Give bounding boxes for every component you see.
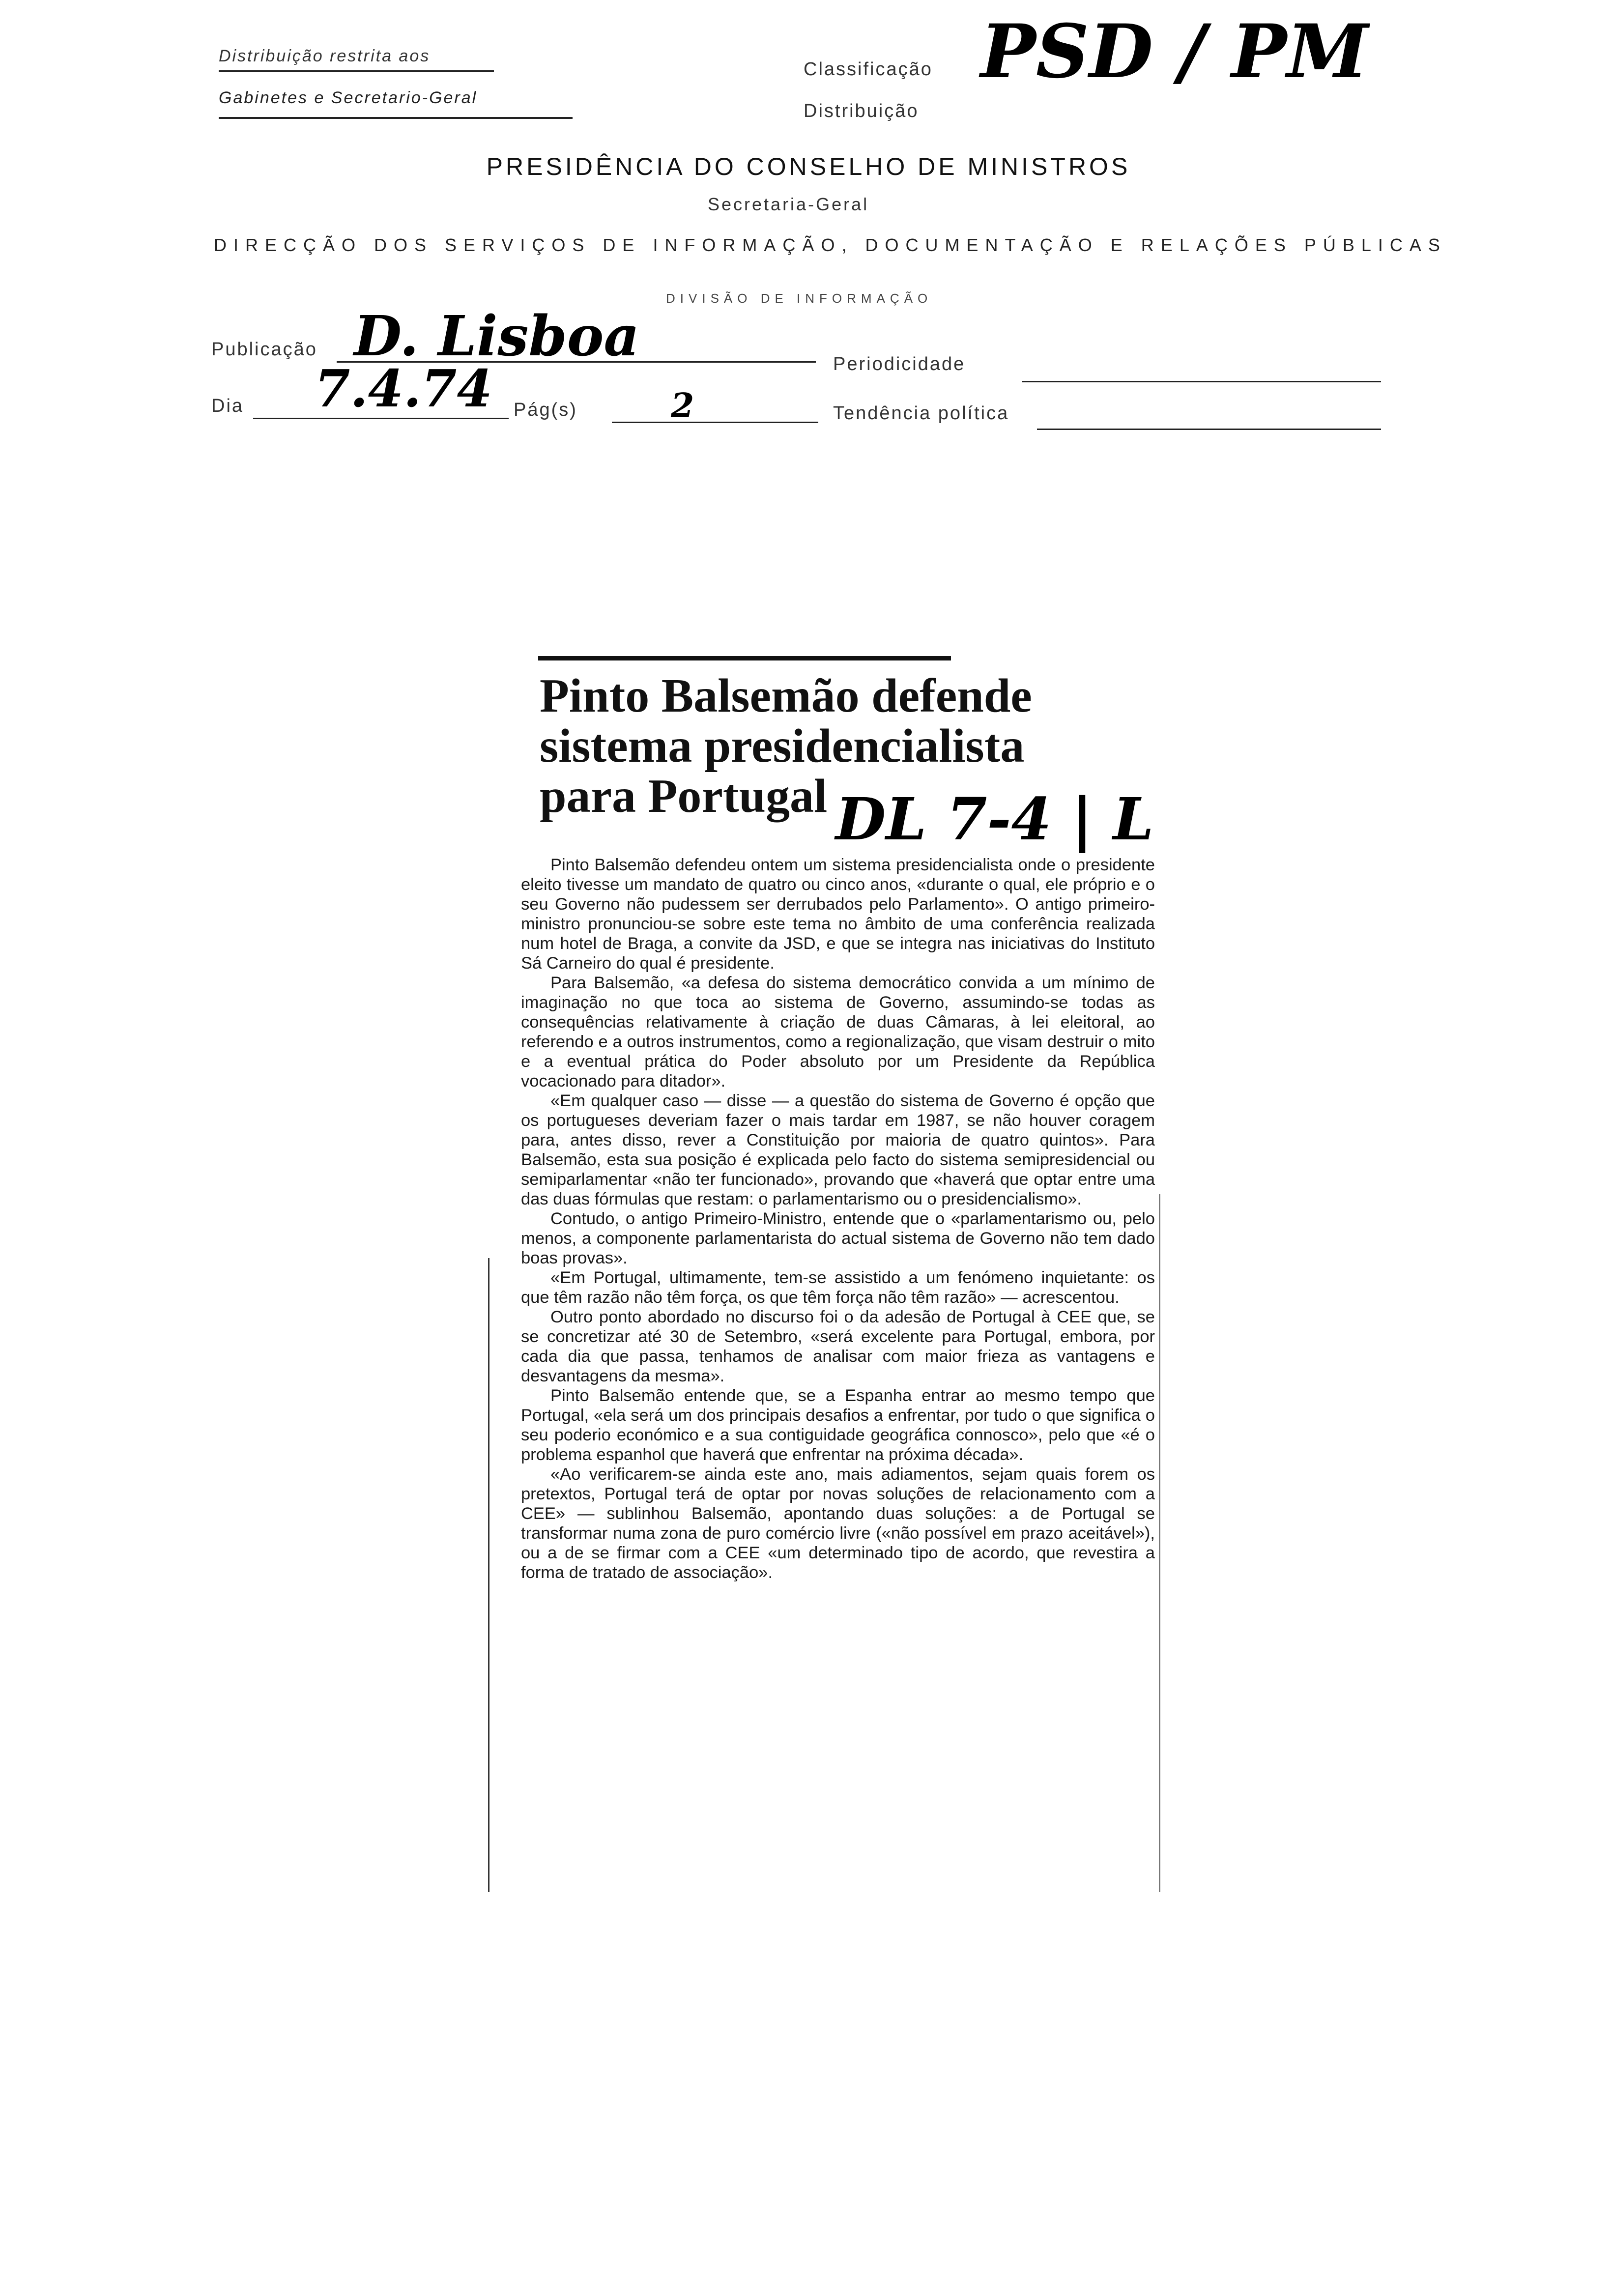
- handwritten-date: 7.4.74: [315, 358, 492, 419]
- article-paragraph: Pinto Balsemão defendeu ontem um sistema presidencialista onde o presidente eleito tivesse um mandato de quatro ou cinco anos, «durante o qual, ele próprio e o seu Governo não pudessem ser derrubados pelo Parlamento». O antigo primeiro-ministro pronunciou-se sobre este tema no âmbito de uma conferência realizada num hotel de Braga, a convite da JSD, e que se integra nas iniciativas do Instituto Sá Carneiro do qual é presidente.: [521, 856, 1155, 973]
- article-paragraph: «Ao verificarem-se ainda este ano, mais adiamentos, sejam quais forem os pretextos, Portugal terá de optar por novas soluções de relacionamento com a CEE» — sublinhou Balsemão, apontando duas soluções: a de Portugal se transformar numa zona de puro comércio livre («não possível em prazo aceitável»), ou a de se firmar com a CEE «um determinado tipo de acordo, que revestira a forma de tratado de associação».: [521, 1465, 1155, 1582]
- secretariat-label: Secretaria-Geral: [708, 194, 869, 214]
- distribution-restricted-line2: Gabinetes e Secretario-Geral: [219, 88, 478, 107]
- directorate-label: DIRECÇÃO DOS SERVIÇOS DE INFORMAÇÃO, DOCUMENTAÇÃO E RELAÇÕES PÚBLICAS: [214, 235, 1447, 255]
- distribution-label: Distribuição: [804, 101, 919, 121]
- headline-line-3: para Portugal: [540, 770, 828, 823]
- distribution-restricted-line1: Distribuição restrita aos: [219, 47, 431, 65]
- division-label: DIVISÃO DE INFORMAÇÃO: [666, 291, 933, 306]
- article-paragraph: Pinto Balsemão entende que, se a Espanha entrar ao mesmo tempo que Portugal, «ela será um dos principais desafios a enfrentar, por tudo o que significa o seu poderio económico e a sua contiguidade geográfica connosco», pelo que «é o problema espanhol que haverá que enfrentar na próxima década».: [521, 1386, 1155, 1464]
- clipping-right-edge: [1159, 1194, 1160, 1892]
- periodicity-line: [1022, 381, 1381, 382]
- article-paragraph: «Em Portugal, ultimamente, tem-se assistido a um fenómeno inquietante: os que têm razão não têm força, os que têm força não têm razão» — acrescentou.: [521, 1268, 1155, 1307]
- handwritten-classification: PSD / PM: [980, 8, 1369, 95]
- political-tendency-line: [1037, 429, 1381, 430]
- handwritten-publication: D. Lisboa: [354, 304, 640, 369]
- classification-label: Classificação: [804, 59, 933, 80]
- clipping-left-edge: [488, 1258, 489, 1892]
- headline-line-1: Pinto Balsemão defende: [540, 669, 1032, 722]
- pages-line: [612, 422, 818, 423]
- political-tendency-label: Tendência política: [833, 403, 1009, 424]
- publication-label: Publicação: [211, 339, 317, 360]
- distribution-underline-1: [219, 70, 494, 72]
- article-body: [521, 855, 1155, 1582]
- article-paragraph: Contudo, o antigo Primeiro-Ministro, entende que o «parlamentarismo ou, pelo menos, a componente parlamentarista do actual sistema de Governo não tem dado boas provas».: [521, 1209, 1155, 1267]
- article-paragraph: Para Balsemão, «a defesa do sistema democrático convida a um mínimo de imaginação no que toca ao sistema de Governo, assumindo-se todas as consequências relativamente à criação de duas Câmaras, à lei eleitoral, ao referendo e a outros instrumentos, como a regionalização, que visam destruir o mito e a eventual prática do Poder absoluto por um Presidente da República vocacionado para ditador».: [521, 974, 1155, 1091]
- article-paragraph: Outro ponto abordado no discurso foi o da adesão de Portugal à CEE que, se se concretizar até 30 de Setembro, «será excelente para Portugal, embora, por cada dia que passa, tenhamos de analisar com maior frieza as vantagens e desvantagens da mesma».: [521, 1308, 1155, 1385]
- headline-rule: [538, 656, 951, 660]
- article-paragraph: «Em qualquer caso — disse — a questão do sistema de Governo é opção que os portugueses deveriam fazer o mais tardar em 1987, se não houver coragem para, antes disso, rever a Constituição por maioria de quatro quintos». Para Balsemão, esta sua posição é explicada pelo facto do sistema semipresidencial ou semiparlamentar «não ter funcionado», provando que «haverá que optar entre uma das duas fórmulas que restam: o parlamentarismo ou o presidencialismo».: [521, 1091, 1155, 1208]
- institution-title: PRESIDÊNCIA DO CONSELHO DE MINISTROS: [486, 153, 1131, 180]
- distribution-underline-2: [219, 117, 573, 119]
- handwritten-pages: 2: [671, 386, 694, 426]
- headline-line-2: sistema presidencialista: [540, 719, 1025, 773]
- periodicity-label: Periodicidade: [833, 354, 966, 374]
- handwritten-article-mark: DL 7-4 | L: [835, 785, 1154, 853]
- pages-label: Pág(s): [514, 400, 577, 420]
- day-label: Dia: [211, 396, 244, 416]
